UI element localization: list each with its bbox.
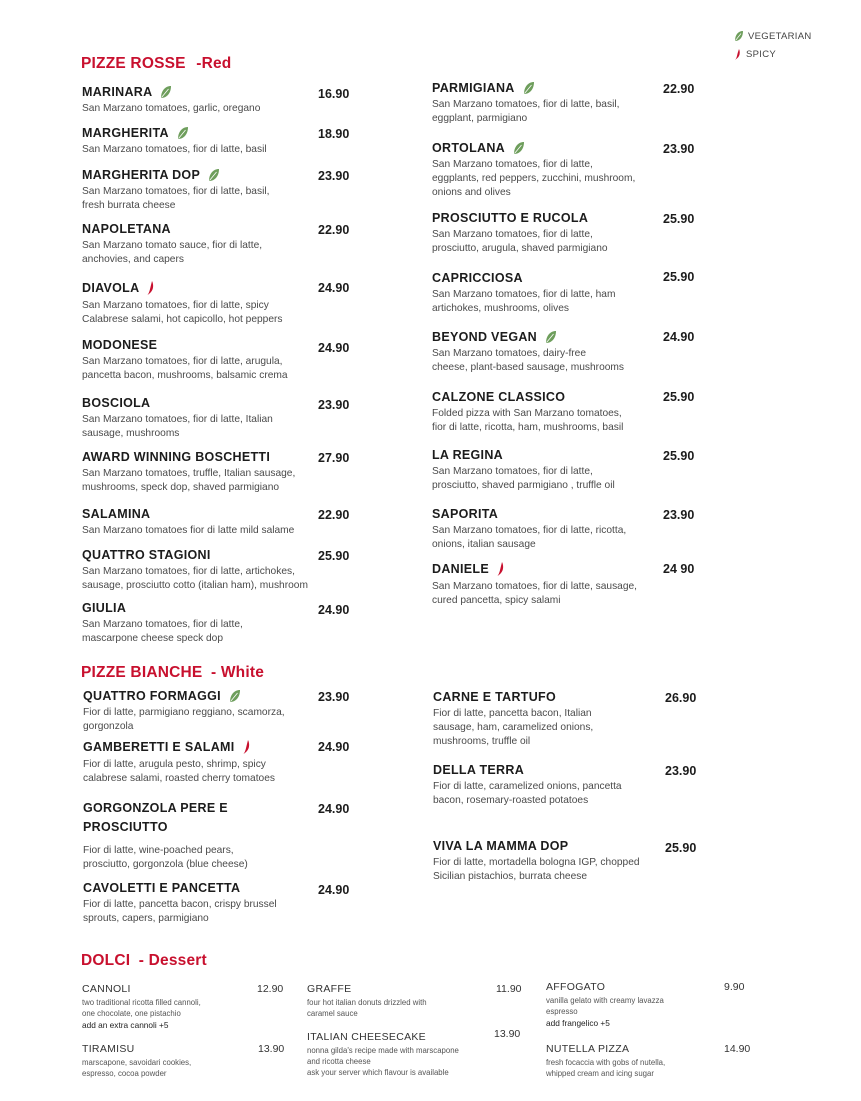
leaf-icon [734,30,744,42]
menu-item [432,561,637,608]
dessert-description-line: whipped cream and icing sugar [546,1069,654,1078]
item-name-text: AWARD WINNING BOSCHETTI [82,450,271,464]
item-description [83,706,285,734]
item-name [432,507,626,521]
dessert-description [82,997,201,1031]
item-name-text: ORTOLANA [432,141,505,155]
item-name [82,168,269,182]
item-description-line: San Marzano tomatoes, fior di latte, arugula, [82,356,283,367]
leaf-icon [513,141,525,155]
item-price: 23.90 [318,398,350,412]
item-name-text: DIAVOLA [82,281,140,295]
item-description [82,299,282,327]
item-name-text: QUATTRO STAGIONI [82,548,211,562]
dessert-item [307,1031,459,1078]
item-description-line: prosciutto, arugula, shaved parmigiano [432,243,608,254]
leaf-icon [545,330,557,344]
item-price: 24.90 [318,341,350,355]
item-description [82,565,308,593]
item-price: 24.90 [318,603,350,617]
menu-item [433,839,640,884]
leaf-icon [177,126,189,140]
dessert-item [546,1043,665,1079]
item-description-line: gorgonzola [83,721,134,732]
item-name-text: MODONESE [82,338,158,352]
section-title-rosse-main: PIZZE ROSSE [81,55,186,72]
dessert-description-line: caramel sauce [307,1009,358,1018]
item-description [82,143,267,157]
dessert-description-line: ask your server which flavour is available [307,1068,449,1077]
leaf-icon [523,81,535,95]
chili-icon [243,739,251,755]
item-name [82,338,288,352]
item-description [432,228,608,256]
item-description-line: mascarpone cheese speck dop [82,633,224,644]
item-price: 22.90 [318,223,350,237]
item-name-text: GORGONZOLA PERE E [83,801,228,815]
menu-item [82,280,282,327]
dessert-description-line: marscapone, savoidari cookies, [82,1058,192,1067]
item-description-line: San Marzano tomatoes, fior di latte, ricotta, [432,525,627,536]
item-description [82,618,243,646]
item-description-line: Fior di latte, mortadella bologna IGP, chopped [433,857,640,868]
item-description-line: cured pancetta, spicy salami [432,595,561,606]
item-name [433,690,593,704]
item-name [82,601,243,615]
leaf-icon [160,85,172,99]
item-description-line: San Marzano tomatoes, garlic, oregano [82,103,261,114]
item-name-text: CAPRICCIOSA [432,271,523,285]
item-description-line: calabrese salami, roasted cherry tomatoes [83,773,275,784]
dessert-price: 13.90 [258,1043,285,1055]
item-description [83,844,248,872]
item-name [433,839,640,853]
item-description [432,98,619,126]
dessert-name: TIRAMISU [82,1043,135,1055]
item-price: 27.90 [318,451,350,465]
dessert-description [546,995,664,1029]
item-name-text: SAPORITA [432,507,499,521]
item-description-line: San Marzano tomatoes fior di latte mild salame [82,525,295,536]
item-description [432,288,615,316]
item-name-text: DANIELE [432,562,489,576]
dessert-description-line: four hot italian donuts drizzled with [307,998,427,1007]
leaf-icon [208,168,220,182]
section-title-bianche-sub: - White [210,664,265,681]
item-description-line: San Marzano tomatoes, fior di latte, [432,466,593,477]
item-description-line: Calabrese salami, hot capicollo, hot peppers [82,314,283,325]
item-name [432,141,635,155]
item-description-line: prosciutto, shaved parmigiano , truffle oil [432,480,615,491]
dessert-name: NUTELLA PIZZA [546,1043,630,1055]
menu-item [83,739,275,786]
menu-item [82,85,260,116]
item-name-text: CALZONE CLASSICO [432,390,566,404]
dessert-name: GRAFFE [307,983,352,995]
item-description-line: San Marzano tomatoes, fior di latte, basil, [432,99,620,110]
item-description-line: Fior di latte, parmigiano reggiano, scamorza, [83,707,285,718]
dessert-description-line: vanilla gelato with creamy lavazza [546,996,664,1005]
item-description-line: bacon, rosemary-roasted potatoes [433,795,589,806]
item-description-line: sausage, prosciutto cotto (italian ham), mushroom [82,580,308,591]
item-name [82,548,308,562]
item-description-line: San Marzano tomatoes, fior di latte, [432,159,593,170]
item-name [82,126,267,140]
item-name [82,85,260,99]
item-price: 24.90 [318,281,350,295]
dessert-price: 11.90 [496,983,522,995]
item-price: 25.90 [663,390,695,404]
dessert-description-line: and ricotta cheese [307,1057,371,1066]
item-description [82,524,294,538]
dessert-item [82,983,201,1031]
section-title-rosse-sub: -Red [196,55,232,72]
legend-spicy-label: SPICY [746,49,777,60]
menu-item [82,222,262,267]
dessert-extra: add frangelico +5 [546,1018,610,1028]
item-name [432,271,615,285]
dessert-description [307,1045,459,1078]
item-price: 22.90 [318,508,350,522]
menu-item [433,763,622,808]
item-description-line: Fior di latte, pancetta bacon, crispy brussel [83,899,277,910]
item-description-line: onions, italian sausage [432,539,536,550]
dessert-price: 14.90 [724,1043,751,1055]
item-description-line: San Marzano tomatoes, fior di latte, ham [432,289,616,300]
item-description [82,467,295,495]
item-description-line: prosciutto, gorgonzola (blue cheese) [83,859,248,870]
item-price: 24.90 [318,802,350,816]
item-description-line: San Marzano tomatoes, truffle, Italian sausage, [82,468,296,479]
item-description-line: eggplant, parmigiano [432,113,528,124]
item-price: 25.90 [318,549,350,563]
item-description [82,355,288,383]
item-name-text: SALAMINA [82,507,151,521]
dessert-description-line: fresh focaccia with gobs of nutella, [546,1058,666,1067]
item-description-line: sausage, ham, caramelized onions, [433,722,594,733]
item-description [83,898,277,926]
item-description [432,407,623,435]
dessert-description [307,997,427,1019]
item-description [432,524,626,552]
section-title-bianche [81,664,264,682]
dessert-price: 12.90 [257,983,284,995]
leaf-icon [229,689,241,703]
item-price: 26.90 [665,691,697,705]
item-description-line: Sicilian pistachios, burrata cheese [433,871,588,882]
dessert-description-line: one chocolate, one pistachio [82,1009,181,1018]
item-name [82,280,282,296]
item-name [82,396,273,410]
item-name-text: BOSCIOLA [82,396,151,410]
item-name [432,448,615,462]
item-name-text: VIVA LA MAMMA DOP [433,839,569,853]
item-description-line: San Marzano tomatoes, fior di latte, [82,619,243,630]
menu-item [432,330,624,375]
item-price: 18.90 [318,127,350,141]
item-name-text: CAVOLETTI E PANCETTA [83,881,241,895]
section-title-dolci-main: DOLCI [81,952,131,969]
item-description-line: San Marzano tomatoes, fior di latte, artichokes, [82,566,295,577]
item-description [432,347,624,375]
item-price: 25.90 [663,449,695,463]
item-name [432,330,624,344]
menu-item [432,141,635,200]
menu-item [82,548,308,593]
item-description [83,758,275,786]
item-price: 24.90 [318,740,350,754]
item-name-text: PROSCIUTTO E RUCOLA [432,211,589,225]
item-name-text: QUATTRO FORMAGGI [83,689,221,703]
dessert-description [546,1057,665,1079]
item-description-line: onions and olives [432,187,511,198]
item-description-line: San Marzano tomatoes, fior di latte, [432,229,593,240]
item-description-line: mushrooms, speck dop, shaved parmigiano [82,482,280,493]
chili-icon [734,48,742,61]
item-price: 23.90 [663,142,695,156]
item-description-line: pancetta bacon, mushrooms, balsamic crema [82,370,288,381]
item-price: 25.90 [665,841,697,855]
item-price: 23.90 [318,690,350,704]
menu-item [82,168,269,213]
section-title-bianche-main: PIZZE BIANCHE [81,664,203,681]
item-description-line: fresh burrata cheese [82,200,176,211]
item-price: 24.90 [318,883,350,897]
item-price: 23.90 [318,169,350,183]
item-description-line: Fior di latte, caramelized onions, pancetta [433,781,622,792]
menu-item [432,81,619,126]
item-description-line: artichokes, mushrooms, olives [432,303,570,314]
dessert-description-line: espresso [546,1007,578,1016]
item-description [432,158,635,200]
menu-item [83,881,277,926]
item-description [82,185,269,213]
item-name-text: GAMBERETTI E SALAMI [83,740,235,754]
item-name-text: MARGHERITA DOP [82,168,201,182]
item-name-text: LA REGINA [432,448,503,462]
item-description-line: eggplants, red peppers, zucchini, mushroom, [432,173,636,184]
item-name [433,763,622,777]
item-name [432,561,637,577]
item-name [432,81,619,95]
item-description-line: sausage, mushrooms [82,428,180,439]
item-name-text: DELLA TERRA [433,763,525,777]
item-description-line: sprouts, capers, parmigiano [83,913,209,924]
menu-item [82,507,294,538]
item-description-line: fior di latte, ricotta, ham, mushrooms, basil [432,422,624,433]
item-name [82,222,262,236]
menu-item [432,271,615,316]
item-name [82,507,294,521]
item-price: 25.90 [663,212,695,226]
menu-item [432,448,615,493]
chili-icon [147,280,155,296]
item-description-line: Fior di latte, arugula pesto, shrimp, spicy [83,759,266,770]
item-price: 22.90 [663,82,695,96]
dessert-price: 13.90 [494,1028,521,1040]
menu-item [83,801,248,872]
item-description-line: San Marzano tomatoes, fior di latte, spicy [82,300,269,311]
dessert-name: CANNOLI [82,983,131,995]
item-name [432,211,608,225]
item-description-line: San Marzano tomatoes, fior di latte, Italian [82,414,273,425]
item-description [432,465,615,493]
dessert-item [82,1043,191,1079]
item-name [83,881,277,895]
menu-item [82,338,288,383]
legend-vegetarian [734,30,812,42]
item-description-line: cheese, plant-based sausage, mushrooms [432,362,624,373]
item-price: 25.90 [663,270,695,284]
item-name [432,390,623,404]
dessert-price: 9.90 [724,981,745,993]
menu-item [82,450,295,495]
item-price: 24 90 [663,562,695,576]
section-title-dolci [81,952,207,970]
item-description-line: Fior di latte, pancetta bacon, Italian [433,708,592,719]
item-description-line: Folded pizza with San Marzano tomatoes, [432,408,622,419]
item-description [432,580,637,608]
item-description-line: San Marzano tomatoes, fior di latte, basil, [82,186,270,197]
item-description-line: San Marzano tomatoes, dairy-free [432,348,587,359]
item-description [433,780,622,808]
item-description-line: mushrooms, truffle oil [433,736,531,747]
item-description-line: Fior di latte, wine-poached pears, [83,845,234,856]
item-price: 23.90 [663,508,695,522]
menu-item [83,689,285,734]
item-description-line: San Marzano tomatoes, fior di latte, basil [82,144,267,155]
item-description-line: San Marzano tomatoes, fior di latte, sausage, [432,581,637,592]
menu-item [432,211,608,256]
item-price: 24.90 [663,330,695,344]
dessert-description-line: two traditional ricotta filled cannoli, [82,998,201,1007]
menu-item [82,126,267,157]
item-description [433,856,640,884]
menu-item [82,601,243,646]
menu-item [82,396,273,441]
dessert-name: ITALIAN CHEESECAKE [307,1031,426,1043]
item-price: 16.90 [318,87,350,101]
item-name-text: BEYOND VEGAN [432,330,538,344]
item-description [82,102,260,116]
item-description-line: San Marzano tomato sauce, fior di latte, [82,240,263,251]
item-description [82,239,262,267]
item-description-line: anchovies, and capers [82,254,184,265]
chili-icon [497,561,505,577]
menu-item [432,390,623,435]
dessert-item [546,981,664,1029]
dessert-item [307,983,427,1019]
item-name-text: GIULIA [82,601,127,615]
item-name [83,739,275,755]
item-name-text: NAPOLETANA [82,222,171,236]
section-title-dolci-sub: - Dessert [138,952,207,969]
item-description [433,707,593,749]
item-name-line2: PROSCIUTTO [83,820,168,834]
item-description [82,413,273,441]
item-name [83,689,285,703]
dessert-description [82,1057,191,1079]
item-name [83,801,248,815]
legend-vegetarian-label: VEGETARIAN [748,30,812,42]
item-name-text: MARINARA [82,85,153,99]
menu-item [433,690,593,749]
menu-item [432,507,626,552]
item-name-text: MARGHERITA [82,126,169,140]
dessert-description-line: espresso, cocoa powder [82,1069,167,1078]
item-name [82,450,295,464]
section-title-rosse [81,55,231,73]
item-name-text: PARMIGIANA [432,81,515,95]
item-price: 23.90 [665,764,697,778]
item-name-text: CARNE E TARTUFO [433,690,557,704]
dessert-extra: add an extra cannoli +5 [82,1020,169,1030]
dessert-description-line: nonna gilda's recipe made with marscapone [307,1046,459,1055]
legend-spicy [734,48,776,61]
dessert-name: AFFOGATO [546,981,606,993]
